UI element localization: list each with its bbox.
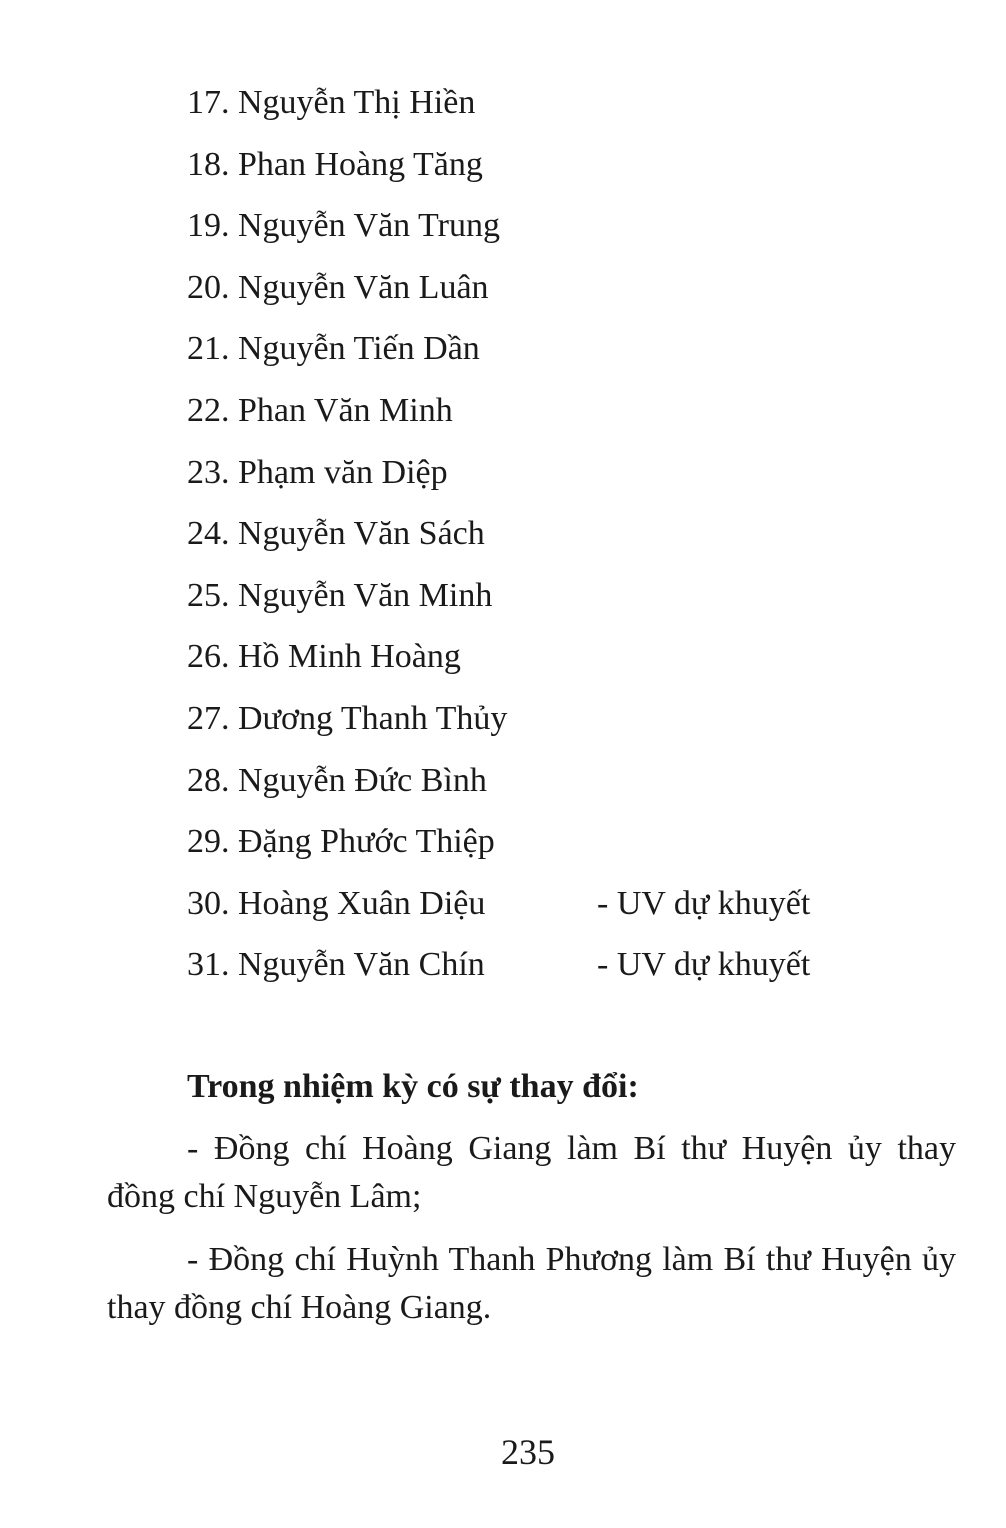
- member-name: Nguyễn Tiến Dần: [238, 330, 480, 368]
- change-item: - Đồng chí Hoàng Giang làm Bí thư Huyện ủy thay đồng chí Nguyễn Lâm;: [107, 1130, 956, 1215]
- member-row: [187, 565, 947, 627]
- member-number: 25.: [187, 576, 230, 614]
- member-name: Nguyễn Thị Hiền: [238, 84, 476, 121]
- member-number: 27.: [187, 699, 230, 737]
- member-name: Hồ Minh Hoàng: [238, 638, 461, 676]
- member-number: 21.: [187, 330, 230, 368]
- member-number: 28.: [187, 761, 230, 799]
- member-name: Nguyễn Văn Trung: [238, 207, 500, 245]
- member-row: [187, 380, 947, 442]
- member-name: Phan Văn Minh: [238, 391, 453, 429]
- member-number: 26.: [187, 638, 230, 676]
- member-row: [187, 318, 947, 380]
- page-number: 235: [501, 1432, 555, 1472]
- member-number: 30.: [187, 884, 230, 922]
- member-name: Nguyễn Văn Chín: [238, 946, 485, 984]
- member-number: 20.: [187, 268, 230, 306]
- member-row: [187, 503, 947, 565]
- member-number: 18.: [187, 145, 230, 183]
- member-number: 29.: [187, 823, 230, 861]
- member-name: Phan Hoàng Tăng: [238, 145, 483, 183]
- member-list: [187, 72, 947, 996]
- member-name: Phạm văn Diệp: [238, 453, 448, 491]
- member-row: [187, 688, 947, 750]
- member-name: Dương Thanh Thủy: [238, 699, 508, 737]
- member-row: [187, 811, 947, 873]
- member-number: 19.: [187, 207, 230, 245]
- changes-heading: Trong nhiệm kỳ có sự thay đổi:: [187, 1068, 639, 1105]
- member-row: [187, 934, 947, 996]
- member-name: Nguyễn Văn Sách: [238, 515, 485, 553]
- member-row: [187, 257, 947, 319]
- member-row: [187, 195, 947, 257]
- member-row: [187, 72, 947, 134]
- member-number: 23.: [187, 453, 230, 491]
- member-row: [187, 750, 947, 812]
- member-name: Nguyễn Đức Bình: [238, 761, 487, 799]
- member-role: - UV dự khuyết: [597, 946, 811, 984]
- member-name: Nguyễn Văn Luân: [238, 268, 489, 306]
- member-role: - UV dự khuyết: [597, 884, 811, 922]
- member-number: 31.: [187, 946, 230, 984]
- member-number: 24.: [187, 515, 230, 553]
- member-name: Hoàng Xuân Diệu: [238, 884, 486, 922]
- change-item: - Đồng chí Huỳnh Thanh Phương làm Bí thư Huyện ủy thay đồng chí Hoàng Giang.: [107, 1241, 956, 1326]
- member-row: [187, 873, 947, 935]
- member-row: [187, 626, 947, 688]
- member-name: Nguyễn Văn Minh: [238, 576, 493, 614]
- member-number: 17.: [187, 84, 230, 121]
- member-number: 22.: [187, 391, 230, 429]
- member-row: [187, 442, 947, 504]
- member-name: Đặng Phước Thiệp: [238, 823, 495, 861]
- member-row: [187, 134, 947, 196]
